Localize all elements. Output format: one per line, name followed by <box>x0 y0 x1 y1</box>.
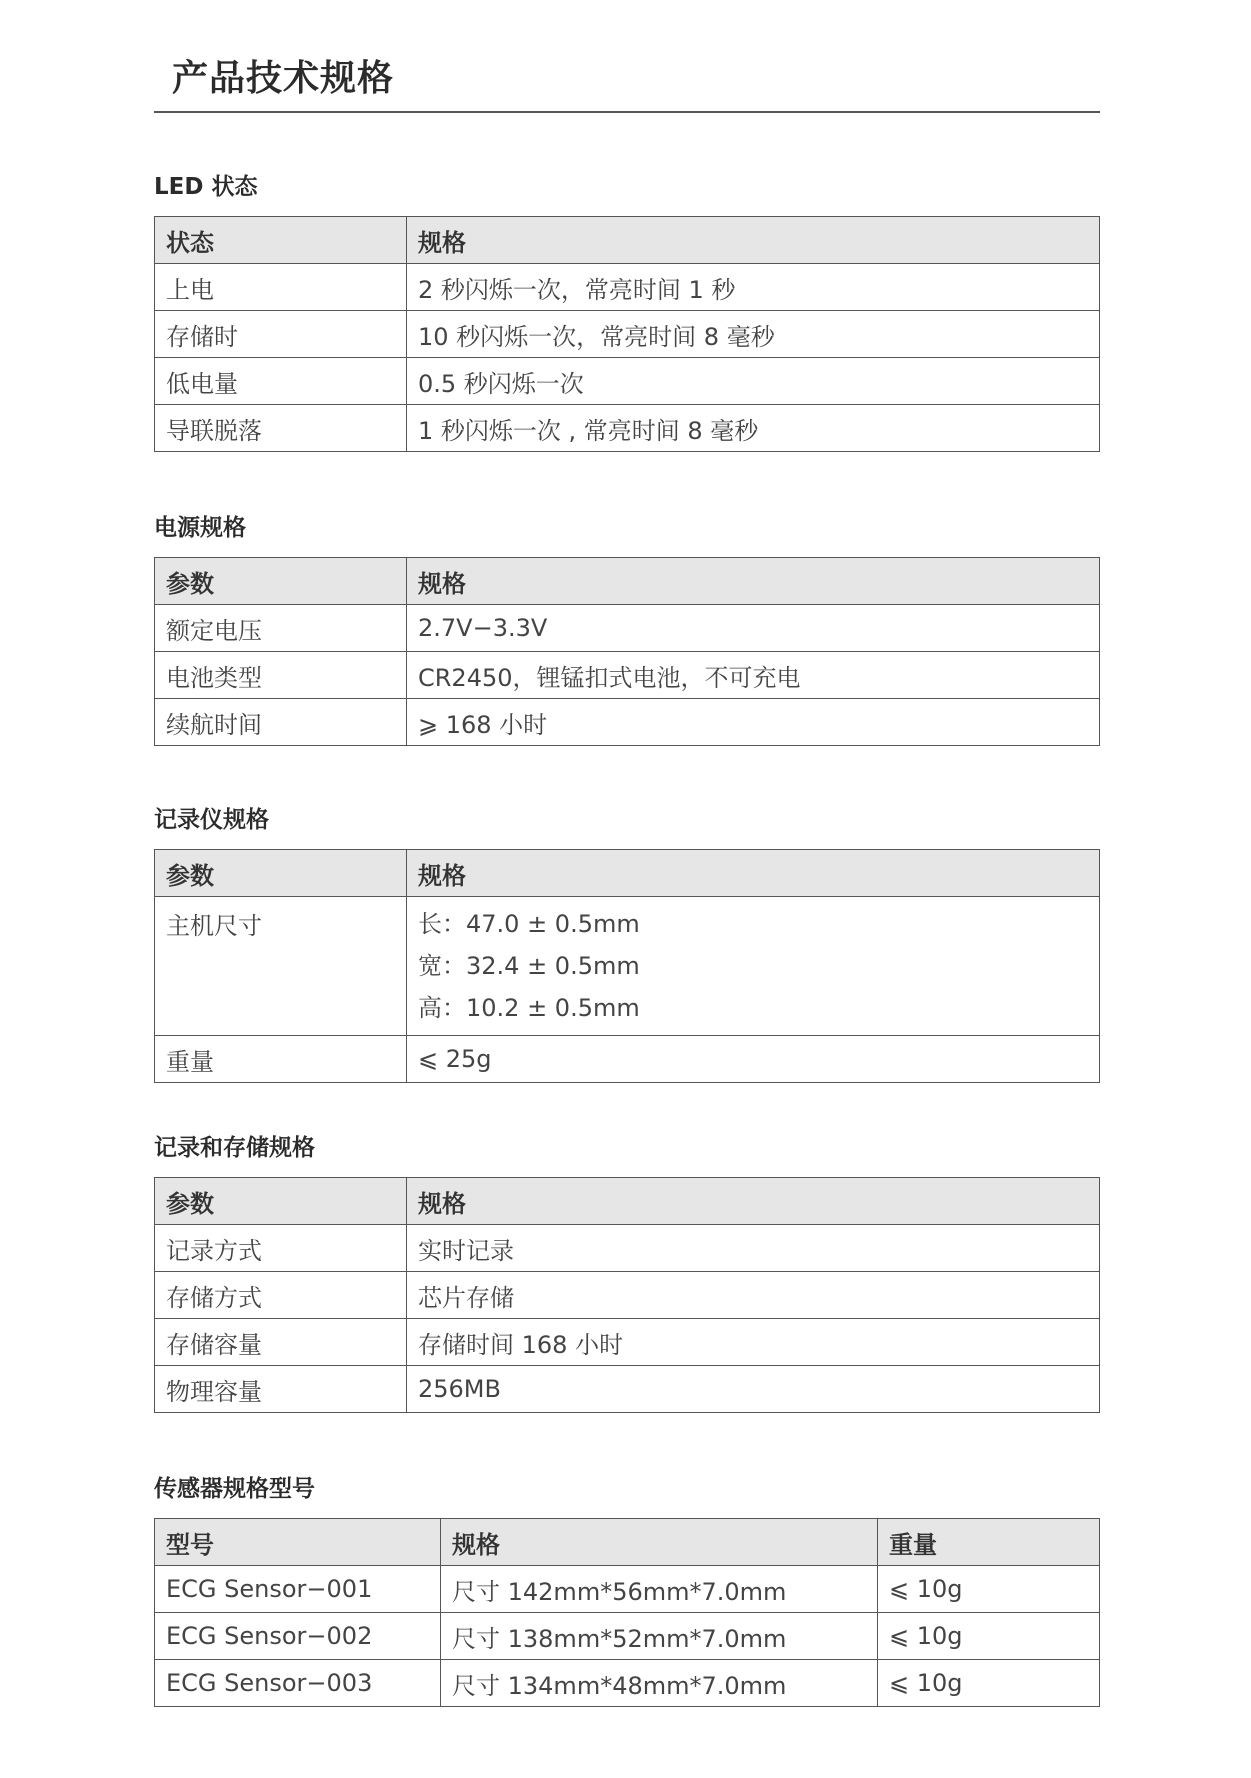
column-header: 规格 <box>407 1178 1100 1225</box>
table-row <box>155 1036 1100 1083</box>
table-header-row <box>155 1178 1100 1225</box>
column-header: 规格 <box>407 217 1100 264</box>
table-row <box>155 264 1100 311</box>
table-row <box>155 1613 1100 1660</box>
table-header-row <box>155 1519 1100 1566</box>
recorder-spec-table <box>154 849 1100 1083</box>
table-row <box>155 652 1100 699</box>
table-cell: 尺寸 138mm*52mm*7.0mm <box>441 1613 878 1660</box>
table-row <box>155 897 1100 1036</box>
table-cell: 物理容量 <box>155 1366 407 1413</box>
table-cell: 导联脱落 <box>155 405 407 452</box>
table-cell: ⩾ 168 小时 <box>407 699 1100 746</box>
column-header: 参数 <box>155 558 407 605</box>
table-cell: ECG Sensor−001 <box>155 1566 441 1613</box>
table-row <box>155 1660 1100 1707</box>
table-cell: 记录方式 <box>155 1225 407 1272</box>
table-cell: 重量 <box>155 1036 407 1083</box>
table-row <box>155 1225 1100 1272</box>
table-cell: ECG Sensor−002 <box>155 1613 441 1660</box>
led-section-heading: LED 状态 <box>154 174 258 200</box>
table-header-row <box>155 217 1100 264</box>
table-cell: 256MB <box>407 1366 1100 1413</box>
table-cell: 存储方式 <box>155 1272 407 1319</box>
sensor-spec-table <box>154 1518 1100 1707</box>
table-cell: 芯片存储 <box>407 1272 1100 1319</box>
column-header: 规格 <box>407 850 1100 897</box>
table-row <box>155 605 1100 652</box>
column-header: 型号 <box>155 1519 441 1566</box>
column-header: 状态 <box>155 217 407 264</box>
table-cell: 额定电压 <box>155 605 407 652</box>
page-title: 产品技术规格 <box>172 58 395 99</box>
table-row <box>155 1272 1100 1319</box>
table-cell: ⩽ 25g <box>407 1036 1100 1083</box>
power-section-heading: 电源规格 <box>154 515 246 541</box>
storage-section-heading: 记录和存储规格 <box>154 1135 315 1161</box>
table-cell: CR2450，锂锰扣式电池，不可充电 <box>407 652 1100 699</box>
table-cell: 尺寸 142mm*56mm*7.0mm <box>441 1566 878 1613</box>
table-cell: 存储时间 168 小时 <box>407 1319 1100 1366</box>
table-row <box>155 1366 1100 1413</box>
table-cell: 1 秒闪烁一次 , 常亮时间 8 毫秒 <box>407 405 1100 452</box>
table-cell: 低电量 <box>155 358 407 405</box>
table-cell: 2.7V−3.3V <box>407 605 1100 652</box>
column-header: 重量 <box>878 1519 1100 1566</box>
table-row <box>155 405 1100 452</box>
sensor-section-heading: 传感器规格型号 <box>154 1476 315 1502</box>
table-row <box>155 1319 1100 1366</box>
width-value: 宽：32.4 ± 0.5mm <box>418 952 640 980</box>
table-cell: ⩽ 10g <box>878 1566 1100 1613</box>
table-cell: 存储容量 <box>155 1319 407 1366</box>
table-cell: 电池类型 <box>155 652 407 699</box>
title-divider <box>154 111 1100 113</box>
column-header: 规格 <box>407 558 1100 605</box>
column-header: 参数 <box>155 1178 407 1225</box>
length-value: 长：47.0 ± 0.5mm <box>418 910 640 938</box>
column-header: 参数 <box>155 850 407 897</box>
recorder-section-heading: 记录仪规格 <box>154 807 269 833</box>
column-header: 规格 <box>441 1519 878 1566</box>
storage-spec-table <box>154 1177 1100 1413</box>
table-cell: 主机尺寸 <box>155 897 407 1036</box>
power-spec-table <box>154 557 1100 746</box>
table-cell: ⩽ 10g <box>878 1660 1100 1707</box>
table-cell: 0.5 秒闪烁一次 <box>407 358 1100 405</box>
table-cell: 2 秒闪烁一次，常亮时间 1 秒 <box>407 264 1100 311</box>
table-row <box>155 311 1100 358</box>
table-cell: 存储时 <box>155 311 407 358</box>
table-row <box>155 358 1100 405</box>
led-status-table <box>154 216 1100 452</box>
table-cell: 上电 <box>155 264 407 311</box>
table-cell: ⩽ 10g <box>878 1613 1100 1660</box>
table-cell: 10 秒闪烁一次，常亮时间 8 毫秒 <box>407 311 1100 358</box>
height-value: 高：10.2 ± 0.5mm <box>418 994 640 1022</box>
dimension-cell <box>407 897 1100 1036</box>
table-row <box>155 699 1100 746</box>
table-cell: 实时记录 <box>407 1225 1100 1272</box>
table-cell: ECG Sensor−003 <box>155 1660 441 1707</box>
table-cell: 续航时间 <box>155 699 407 746</box>
table-row <box>155 1566 1100 1613</box>
table-header-row <box>155 558 1100 605</box>
table-cell: 尺寸 134mm*48mm*7.0mm <box>441 1660 878 1707</box>
table-header-row <box>155 850 1100 897</box>
